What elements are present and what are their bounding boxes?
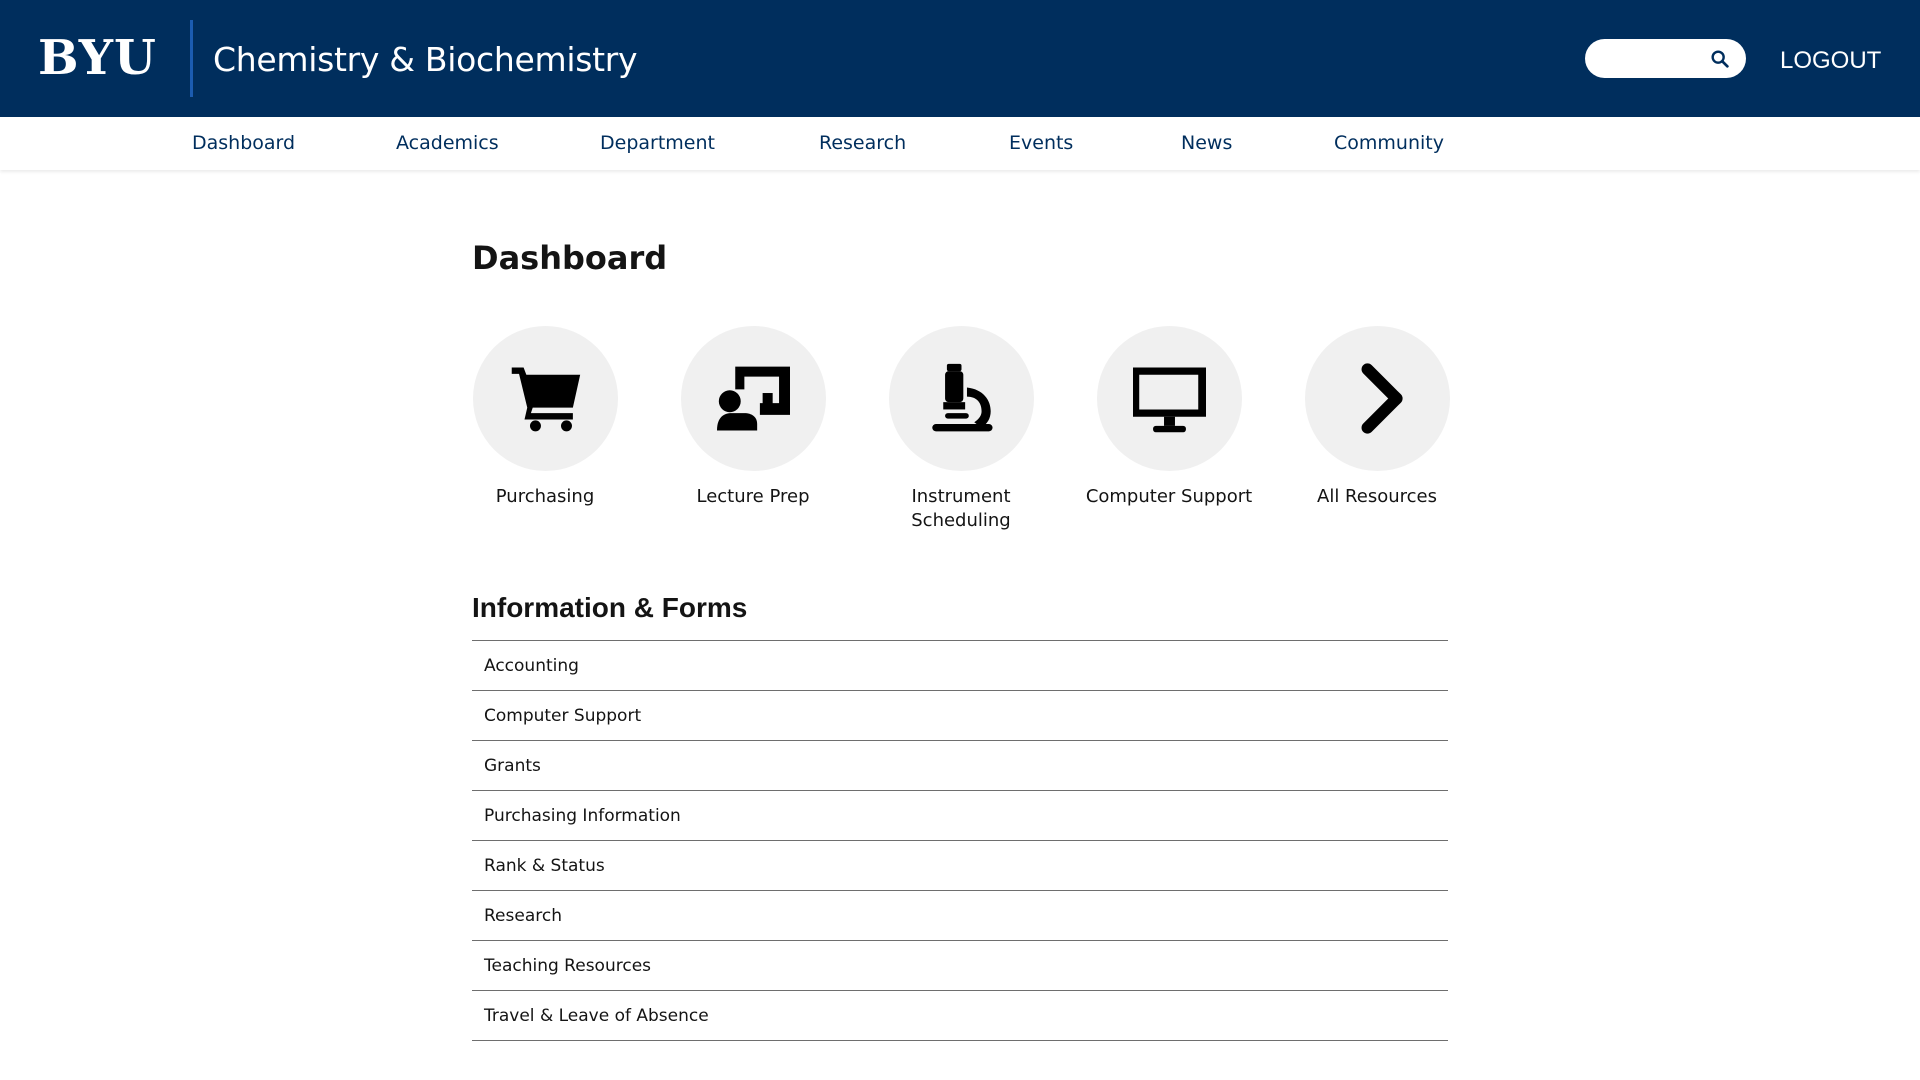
list-item[interactable]: [472, 941, 1448, 991]
tile-label: Computer Support: [1085, 486, 1253, 507]
tile-purchasing[interactable]: [441, 326, 649, 509]
search-icon[interactable]: [1709, 48, 1731, 70]
list-item-label[interactable]: Research: [484, 906, 562, 926]
list-item-label[interactable]: Travel & Leave of Absence: [484, 1006, 709, 1026]
nav-item-community[interactable]: Community: [1334, 132, 1444, 154]
tile-icon-circle: [473, 326, 618, 471]
nav-item-news[interactable]: News: [1181, 132, 1233, 154]
list-item[interactable]: [472, 741, 1448, 791]
page-title: Dashboard: [472, 239, 668, 277]
tile-label: Instrument Scheduling: [911, 486, 1011, 531]
tile-label: Purchasing: [495, 486, 595, 507]
nav-item-events[interactable]: Events: [1009, 132, 1074, 154]
chevron-right-icon: [1341, 362, 1414, 435]
search-box: [1585, 39, 1746, 78]
list-item[interactable]: [472, 691, 1448, 741]
logout-button[interactable]: LOGOUT: [1780, 47, 1882, 74]
tile-computer-support[interactable]: [1065, 326, 1273, 509]
byu-logo[interactable]: BYU: [38, 30, 157, 86]
nav-item-dashboard[interactable]: Dashboard: [192, 132, 296, 154]
list-item-label[interactable]: Teaching Resources: [484, 956, 652, 976]
nav-item-department[interactable]: Department: [600, 132, 715, 154]
list-item[interactable]: [472, 641, 1448, 691]
shopping-cart-icon: [509, 362, 582, 435]
list-item-label[interactable]: Grants: [484, 756, 541, 776]
nav-item-academics[interactable]: Academics: [396, 132, 499, 154]
tile-icon-circle: [1305, 326, 1450, 471]
list-item-label[interactable]: Purchasing Information: [484, 806, 681, 826]
search-input[interactable]: [1599, 44, 1713, 74]
list-item-label[interactable]: Computer Support: [484, 706, 642, 726]
tile-icon-circle: [1097, 326, 1242, 471]
header-divider: [190, 20, 193, 97]
list-item-label[interactable]: Rank & Status: [484, 856, 605, 876]
desktop-monitor-icon: [1133, 362, 1206, 435]
forms-section-title: Information & Forms: [472, 592, 748, 623]
tile-label: Lecture Prep: [696, 486, 810, 507]
site-title[interactable]: Chemistry & Biochemistry: [213, 40, 638, 79]
list-item[interactable]: [472, 841, 1448, 891]
tile-icon-circle: [889, 326, 1034, 471]
presenter-board-icon: [717, 362, 790, 435]
main-nav: [0, 117, 1920, 170]
site-header: [0, 0, 1920, 117]
tile-instrument-scheduling[interactable]: [857, 326, 1065, 533]
nav-item-research[interactable]: Research: [819, 132, 907, 154]
forms-list: [472, 640, 1448, 1041]
list-item[interactable]: [472, 791, 1448, 841]
list-item[interactable]: [472, 991, 1448, 1041]
tile-label: All Resources: [1317, 486, 1437, 507]
list-item-label[interactable]: Accounting: [484, 656, 579, 676]
tile-all-resources[interactable]: [1273, 326, 1481, 509]
list-item[interactable]: [472, 891, 1448, 941]
tile-lecture-prep[interactable]: [649, 326, 857, 509]
microscope-icon: [925, 362, 998, 435]
tile-icon-circle: [681, 326, 826, 471]
